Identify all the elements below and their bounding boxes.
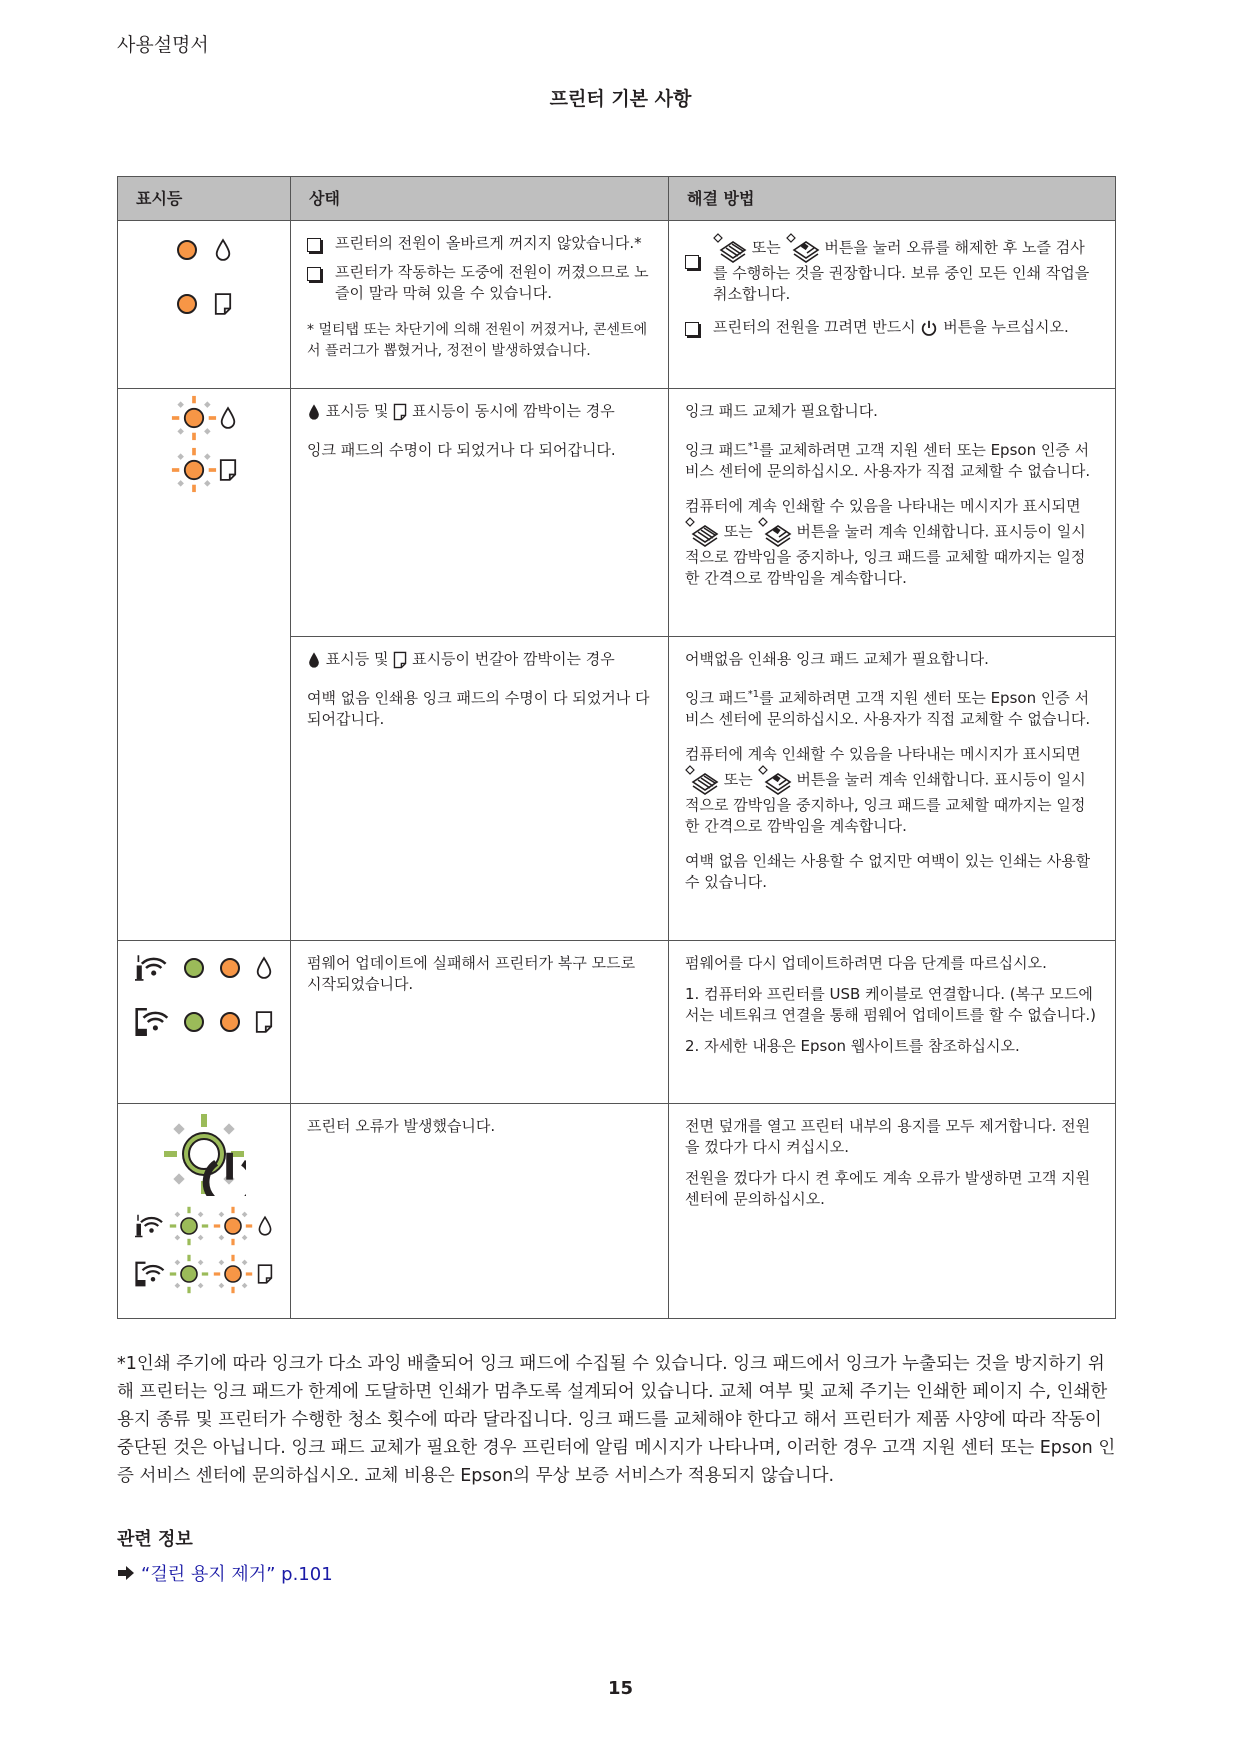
green-led-icon — [183, 1011, 205, 1033]
solution-step: 2. 자세한 내용은 Epson 웹사이트를 참조하십시오. — [685, 1037, 1020, 1055]
power-icon — [920, 319, 938, 337]
status-cell — [291, 1104, 669, 1319]
status-condition: 표시등 및 표시등이 번갈아 깜박이는 경우 — [307, 649, 652, 670]
solution-text: 여백 없음 인쇄는 사용할 수 없지만 여백이 있는 인쇄는 사용할 수 있습니다. — [685, 852, 1091, 891]
paper-icon — [255, 1010, 273, 1034]
orange-led-icon — [219, 957, 241, 979]
stop-reset-photo-button-icon — [758, 517, 792, 547]
related-link-text[interactable]: “걸린 용지 제거” p.101 — [141, 1564, 333, 1585]
paper-icon — [393, 403, 407, 421]
wifi-icon — [135, 1212, 165, 1240]
table-row — [118, 941, 1116, 1104]
arrow-right-icon — [117, 1565, 135, 1581]
section-title: 프린터 기본 사항 — [549, 88, 692, 110]
status-cell — [291, 941, 669, 1104]
orange-led-icon — [176, 293, 198, 315]
column-header-indicator: 표시등 — [118, 177, 291, 221]
table-row — [118, 221, 1116, 389]
stop-reset-photo-button-icon — [786, 233, 820, 263]
indicator-cell — [118, 221, 291, 389]
ink-drop-icon — [219, 406, 237, 430]
paper-icon — [393, 651, 407, 669]
ink-drop-filled-icon — [307, 651, 321, 669]
solution-cell — [669, 221, 1116, 389]
orange-led-flashing-icon — [171, 395, 217, 441]
bullet-icon — [685, 322, 699, 336]
solution-text: 펌웨어를 다시 업데이트하려면 다음 단계를 따르십시오. — [685, 954, 1047, 972]
stop-reset-photo-button-icon — [758, 765, 792, 795]
status-text: 여백 없음 인쇄용 잉크 패드의 수명이 다 되었거나 다 되어갑니다. — [307, 689, 650, 728]
bullet-icon — [307, 267, 321, 281]
wifi-direct-icon — [135, 1007, 169, 1037]
column-header-status: 상태 — [291, 177, 669, 221]
status-bullet: 프린터가 작동하는 도중에 전원이 꺼졌으므로 노즐이 말라 막혀 있을 수 있습니다. — [307, 262, 652, 304]
solution-cell — [669, 1104, 1116, 1319]
status-text: 펌웨어 업데이트에 실패해서 프린터가 복구 모드로 시작되었습니다. — [307, 954, 636, 993]
solution-text: 잉크 패드$^{*1}$를 교체하려면 고객 지원 센터 또는 Epson 인증 서비스 센터에 문의하십시오. 사용자가 직접 교체할 수 없습니다. — [685, 689, 1091, 728]
solution-text: 컴퓨터에 계속 인쇄할 수 있음을 나타내는 메시지가 표시되면 또는 버튼을 눌러 계속 인쇄합니다. 표시등이 일시적으로 깜박임을 중지하나, 잉크 패드를 교체할 때까지는 일정한 간격으로 깜박임을 계속합니다. — [685, 497, 1086, 587]
indicator-cell — [118, 389, 291, 941]
solution-text: 전면 덮개를 열고 프린터 내부의 용지를 모두 제거합니다. 전원을 껐다가 다시 켜십시오. — [685, 1117, 1091, 1156]
paper-icon — [214, 292, 232, 316]
paper-icon — [257, 1263, 273, 1285]
column-header-solution: 해결 방법 — [669, 177, 1116, 221]
solution-cell — [669, 389, 1116, 637]
table-row — [118, 389, 1116, 637]
document-title: 사용설명서 — [117, 34, 209, 56]
status-text: 프린터 오류가 발생했습니다. — [307, 1117, 496, 1135]
orange-led-flashing-icon — [171, 447, 217, 493]
table-row — [118, 1104, 1116, 1319]
stop-reset-button-icon — [685, 765, 719, 795]
solution-cell — [669, 637, 1116, 941]
status-condition: 표시등 및 표시등이 동시에 깜박이는 경우 — [307, 401, 652, 422]
status-text: 잉크 패드의 수명이 다 되었거나 다 되어갑니다. — [307, 441, 616, 459]
table-header-row — [118, 177, 1116, 221]
green-led-icon — [183, 957, 205, 979]
status-note: * 멀티탭 또는 차단기에 의해 전원이 꺼졌거나, 콘센트에서 플러그가 뽑혔거나, 정전이 발생하였습니다. — [307, 322, 648, 359]
related-link[interactable] — [117, 1560, 333, 1586]
ink-drop-filled-icon — [307, 403, 321, 421]
indicator-cell — [118, 1104, 291, 1319]
solution-text: 잉크 패드$^{*1}$를 교체하려면 고객 지원 센터 또는 Epson 인증 서비스 센터에 문의하십시오. 사용자가 직접 교체할 수 없습니다. — [685, 441, 1091, 480]
footnote: *1인쇄 주기에 따라 잉크가 다소 과잉 배출되어 잉크 패드에 수집될 수 있습니다. 잉크 패드에서 잉크가 누출되는 것을 방지하기 위해 프린터는 잉크 패드가 한계에 도달하면 인쇄가 멈추도록 설계되어 있습니다. 교체 여부 및 교체 주기는 인쇄한 페이지 수, 인쇄한 용지 종류 및 프린터가 수행한 청소 횟수에 따라 달라집니다. 잉크 패드를 교체해야 한다고 해서 프린터가 제품 사양에 따라 작동이 중단된 것은 아닙니다. 잉크 패드 교체가 필요한 경우 프린터에 알림 메시지가 나타나며, 이러한 경우 고객 지원 센터 또는 Epson 인증 서비스 센터에 문의하십시오. 교체 비용은 Epson의 무상 보증 서비스가 적용되지 않습니다. — [117, 1354, 1116, 1486]
stop-reset-button-icon — [685, 517, 719, 547]
orange-led-flashing-icon — [213, 1254, 253, 1294]
ink-drop-icon — [214, 238, 232, 262]
green-led-flashing-icon — [169, 1206, 209, 1246]
status-cell — [291, 637, 669, 941]
related-info-heading: 관련 정보 — [117, 1529, 193, 1550]
wifi-icon — [135, 953, 169, 983]
orange-led-icon — [176, 239, 198, 261]
solution-text: 전원을 껐다가 다시 켠 후에도 계속 오류가 발생하면 고객 지원 센터에 문의하십시오. — [685, 1169, 1091, 1208]
page-number: 15 — [607, 1678, 634, 1699]
power-led-flashing-icon — [162, 1112, 246, 1196]
paper-icon — [219, 458, 237, 482]
solution-text: 어백없음 인쇄용 잉크 패드 교체가 필요합니다. — [685, 650, 989, 668]
stop-reset-button-icon — [713, 233, 747, 263]
bullet-icon — [307, 238, 321, 252]
solution-text: 컴퓨터에 계속 인쇄할 수 있음을 나타내는 메시지가 표시되면 또는 버튼을 눌러 계속 인쇄합니다. 표시등이 일시적으로 깜박임을 중지하나, 잉크 패드를 교체할 때까지는 일정한 간격으로 깜박임을 계속합니다. — [685, 745, 1086, 835]
solution-bullet: 또는 버튼을 눌러 오류를 해제한 후 노즐 검사를 수행하는 것을 권장합니다. 보류 중인 모든 인쇄 작업을 취소합니다. — [685, 233, 1099, 305]
wifi-direct-icon — [135, 1260, 165, 1288]
solution-step: 1. 컴퓨터와 프린터를 USB 케이블로 연결합니다. (복구 모드에서는 네트워크 연결을 통해 펌웨어 업데이트를 할 수 없습니다.) — [685, 985, 1097, 1024]
status-cell — [291, 221, 669, 389]
solution-cell — [669, 941, 1116, 1104]
bullet-icon — [685, 255, 699, 269]
status-bullet: 프린터의 전원이 올바르게 꺼지지 않았습니다.* — [307, 233, 652, 254]
solution-bullet: 프린터의 전원을 끄려면 반드시 버튼을 누르십시오. — [685, 317, 1099, 338]
green-led-flashing-icon — [169, 1254, 209, 1294]
solution-text: 잉크 패드 교체가 필요합니다. — [685, 402, 878, 420]
ink-drop-icon — [255, 956, 273, 980]
orange-led-flashing-icon — [213, 1206, 253, 1246]
orange-led-icon — [219, 1011, 241, 1033]
indicator-status-table — [117, 176, 1116, 1319]
ink-drop-icon — [257, 1215, 273, 1237]
status-cell — [291, 389, 669, 637]
indicator-cell — [118, 941, 291, 1104]
